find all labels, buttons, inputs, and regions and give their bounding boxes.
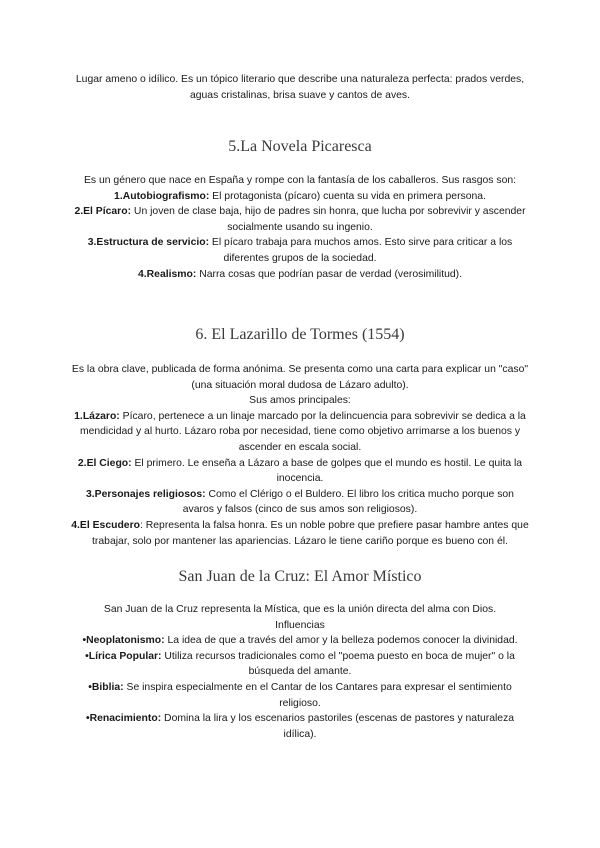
list-item (70, 680, 530, 711)
list-item-text: Como el Clérigo o el Buldero. El libro los critica mucho porque son avaros y falsos (cinco de sus amos son religiosos). (182, 488, 514, 516)
list-item-term: 2.El Pícaro: (74, 206, 132, 218)
section5-body (70, 173, 530, 282)
section-heading-novela-picaresca: 5.La Novela Picaresca (228, 138, 372, 155)
list-item-text: Pícaro, pertenece a un linaje marcado por la delincuencia para sobrevivir se dedica a la mendicidad y al hurto. Lázaro roba por necesidad, tiene como objetivo arrimarse a los buenos y ascender en escala social. (79, 410, 526, 453)
section-heading-san-juan: San Juan de la Cruz: El Amor Místico (178, 568, 422, 585)
list-item-term: 3.Personajes religiosos: (86, 488, 206, 500)
list-item-term: 3.Estructura de servicio: (87, 237, 210, 249)
list-item-term: •Biblia: (88, 681, 124, 693)
list-item (70, 267, 530, 283)
list-item-term: •Neoplatonismo: (82, 635, 165, 647)
list-item-text: Un joven de clase baja, hijo de padres sin honra, que lucha por sobrevivir y ascender socialmente usando su ingenio. (131, 206, 526, 233)
list-item-text: El primero. Le enseña a Lázaro a base de golpes que el mundo es hostil. Le quita la inocencia. (131, 457, 523, 485)
section7-subtitle: Influencias (275, 619, 325, 631)
list-item-text: El pícaro trabaja para muchos amos. Esto sirve para criticar a los diferentes grupos de la sociedad. (209, 237, 513, 264)
list-item-term: 1.Lázaro: (74, 410, 120, 422)
list-item-text: : Representa la falsa honra. Es un noble pobre que prefiere pasar hambre antes que trabajar, solo por mantener las apariencias. Lázaro le tiene cariño porque es bueno con él. (92, 519, 529, 547)
intro-block (70, 72, 530, 103)
list-item-text: Domina la lira y los escenarios pastoriles (escenas de pastores y naturaleza idílica). (161, 713, 515, 740)
list-item-term: •Lírica Popular: (85, 650, 162, 662)
section5-intro: Es un género que nace en España y rompe con la fantasía de los caballeros. Sus rasgos son: (83, 175, 517, 186)
list-item-term: 4.Realismo: (138, 268, 197, 280)
section7-intro: San Juan de la Cruz representa la Mística, que es la unión directa del alma con Dios. (103, 604, 497, 615)
list-item (70, 633, 530, 649)
list-item-text: Se inspira especialmente en el Cantar de los Cantares para expresar el sentimiento religioso. (123, 681, 512, 709)
section7-body (70, 602, 530, 742)
list-item-term: 1.Autobiografismo: (114, 190, 210, 202)
list-item-text: El protagonista (pícaro) cuenta su vida en primera persona. (209, 190, 486, 202)
list-item (70, 518, 530, 549)
list-item (70, 487, 530, 518)
intro-paragraph: Lugar ameno o idílico. Es un tópico literario que describe una naturaleza perfecta: prados verdes, aguas cristalinas, brisa suave y cantos de aves. (75, 74, 525, 101)
list-item (70, 711, 530, 742)
list-item (70, 456, 530, 487)
section-heading-lazarillo: 6. El Lazarillo de Tormes (1554) (195, 326, 405, 343)
list-item (70, 235, 530, 266)
list-item-term: •Renacimiento: (85, 713, 162, 725)
list-item (70, 409, 530, 456)
list-item (70, 204, 530, 235)
section6-intro: Es la obra clave, publicada de forma anónima. Se presenta como una carta para explicar un "caso" (una situación moral dudosa de Lázaro adulto). (71, 364, 529, 391)
list-item-term: 4.El Escudero (71, 519, 140, 531)
section6-subtitle: Sus amos principales: (249, 395, 351, 407)
list-item-term: 2.El Ciego: (77, 457, 132, 469)
list-item (70, 189, 530, 205)
list-item-text: La idea de que a través del amor y la belleza podemos conocer la divinidad. (164, 635, 518, 647)
list-item-text: Narra cosas que podrían pasar de verdad (verosimilitud). (196, 268, 462, 280)
list-item (70, 649, 530, 680)
list-item-text: Utiliza recursos tradicionales como el "poema puesto en boca de mujer" o la búsqueda del amante. (161, 650, 515, 678)
section6-body (70, 362, 530, 549)
